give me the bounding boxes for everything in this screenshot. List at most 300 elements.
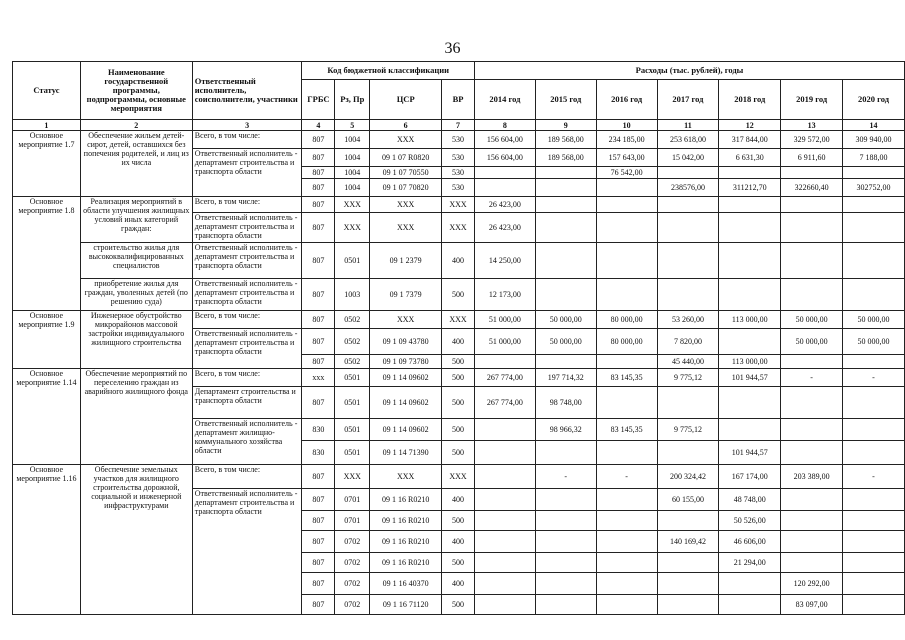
vr-cell: 500 [442,387,475,419]
expense-cell [843,573,905,595]
expense-cell [596,213,657,243]
expense-cell [657,387,719,419]
expense-cell: 98 966,32 [535,419,596,441]
expense-cell: 50 000,00 [781,329,843,355]
grbs-cell: 807 [302,213,335,243]
csr-cell: XXX [370,131,442,149]
responsible-cell: Ответственный исполнитель - департамент жилищно-коммунального хозяйства области [192,419,302,465]
grbs-cell: 807 [302,167,335,179]
header-year: 2019 год [781,80,843,120]
expense-cell [843,419,905,441]
expense-cell: 50 000,00 [843,311,905,329]
header-year: 2015 год [535,80,596,120]
expense-cell [781,441,843,465]
csr-cell: 09 1 07 70820 [370,179,442,197]
expense-cell: 98 748,00 [535,387,596,419]
grbs-cell: 807 [302,355,335,369]
vr-cell: XXX [442,465,475,489]
grbs-cell: 807 [302,489,335,511]
expense-cell: 45 440,00 [657,355,719,369]
table-row [13,197,905,213]
grbs-cell: 807 [302,243,335,279]
grbs-cell: 807 [302,197,335,213]
expense-cell [596,197,657,213]
expense-cell: 12 173,00 [475,279,536,311]
header-vr: ВР [442,80,475,120]
status-cell: Основное мероприятие 1.9 [13,311,81,369]
expense-cell: 7 820,00 [657,329,719,355]
vr-cell: 400 [442,531,475,553]
expense-cell [475,179,536,197]
table-row [13,243,905,279]
expense-cell [657,553,719,573]
grbs-cell: 830 [302,441,335,465]
expense-cell: 76 542,00 [596,167,657,179]
grbs-cell: 807 [302,573,335,595]
responsible-cell: Департамент строительства и транспорта области [192,387,302,419]
expense-cell [843,511,905,531]
expense-cell [843,355,905,369]
grbs-cell: 807 [302,553,335,573]
expense-cell: 53 260,00 [657,311,719,329]
expense-cell [535,213,596,243]
column-number: 7 [442,120,475,131]
expense-cell [475,355,536,369]
expense-cell: 167 174,00 [719,465,781,489]
expense-cell: 101 944,57 [719,369,781,387]
measure-name-cell: Обеспечение мероприятий по переселению граждан из аварийного жилищного фонда [80,369,192,465]
rzpr-cell: XXX [335,197,370,213]
expense-cell: 15 042,00 [657,149,719,167]
grbs-cell: 807 [302,387,335,419]
rzpr-cell: XXX [335,213,370,243]
expense-cell: 6 631,30 [719,149,781,167]
expense-cell [719,213,781,243]
expense-cell [781,511,843,531]
expense-cell: 51 000,00 [475,329,536,355]
csr-cell: XXX [370,197,442,213]
grbs-cell: 807 [302,595,335,615]
expense-cell [719,243,781,279]
expense-cell: 329 572,00 [781,131,843,149]
rzpr-cell: 0501 [335,243,370,279]
csr-cell: 09 1 09 73780 [370,355,442,369]
expense-cell [535,279,596,311]
responsible-cell: Ответственный исполнитель - департамент строительства и транспорта области [192,243,302,279]
header-rzpr: Рз, Пр [335,80,370,120]
expense-cell [843,243,905,279]
expense-cell: 51 000,00 [475,311,536,329]
expense-cell: 9 775,12 [657,369,719,387]
expense-cell [596,243,657,279]
expense-cell [535,573,596,595]
rzpr-cell: 1004 [335,149,370,167]
table-row [13,131,905,149]
vr-cell: 400 [442,329,475,355]
expense-cell: - [781,369,843,387]
expense-cell [535,441,596,465]
expense-cell [781,553,843,573]
expense-cell: 9 775,12 [657,419,719,441]
expense-cell [596,595,657,615]
expense-cell: 83 097,00 [781,595,843,615]
vr-cell: 530 [442,149,475,167]
expense-cell: 21 294,00 [719,553,781,573]
expense-cell [657,167,719,179]
expense-cell [781,167,843,179]
responsible-cell: Ответственный исполнитель - департамент строительства и транспорта области [192,213,302,243]
expense-cell [719,573,781,595]
expense-cell [596,511,657,531]
csr-cell: 09 1 09 43780 [370,329,442,355]
expense-cell [657,573,719,595]
expense-cell [535,595,596,615]
expense-cell [475,573,536,595]
csr-cell: 09 1 07 R0820 [370,149,442,167]
measure-name-cell: Обеспечение земельных участков для жилищного строительства дорожной, социальной и инженерной инфраструктурами [80,465,192,615]
expense-cell: 50 526,00 [719,511,781,531]
expense-cell [843,213,905,243]
rzpr-cell: 0701 [335,511,370,531]
expense-cell [535,179,596,197]
responsible-cell: Ответственный исполнитель - департамент строительства и транспорта области [192,279,302,311]
vr-cell: 500 [442,369,475,387]
rzpr-cell: 1004 [335,179,370,197]
vr-cell: XXX [442,213,475,243]
csr-cell: 09 1 07 70550 [370,167,442,179]
expense-cell [596,179,657,197]
status-cell: Основное мероприятие 1.8 [13,197,81,311]
expense-cell: 14 250,00 [475,243,536,279]
expense-cell [781,531,843,553]
expense-cell [843,387,905,419]
csr-cell: 09 1 14 09602 [370,387,442,419]
measure-name-cell: строительство жилья для высококвалифицированных специалистов [80,243,192,279]
column-number: 9 [535,120,596,131]
expense-cell: 156 604,00 [475,131,536,149]
expense-cell: 113 000,00 [719,311,781,329]
expense-cell [719,329,781,355]
csr-cell: XXX [370,311,442,329]
expense-cell: 101 944,57 [719,441,781,465]
expense-cell [719,419,781,441]
csr-cell: 09 1 16 R0210 [370,531,442,553]
column-number: 11 [657,120,719,131]
grbs-cell: 807 [302,531,335,553]
expense-cell [535,553,596,573]
responsible-cell: Ответственный исполнитель - департамент строительства и транспорта области [192,329,302,369]
header-code-group: Код бюджетной классификации [302,62,475,80]
csr-cell: 09 1 16 71120 [370,595,442,615]
expense-cell [781,489,843,511]
vr-cell: 400 [442,489,475,511]
vr-cell: 500 [442,441,475,465]
column-number: 1 [13,120,81,131]
csr-cell: 09 1 16 R0210 [370,511,442,531]
expense-cell: 113 000,00 [719,355,781,369]
status-cell: Основное мероприятие 1.7 [13,131,81,197]
expense-cell [843,595,905,615]
expense-cell [596,279,657,311]
expense-cell [843,553,905,573]
expense-cell: 50 000,00 [535,329,596,355]
expense-cell: 48 748,00 [719,489,781,511]
expense-cell [475,419,536,441]
expense-cell: 267 774,00 [475,387,536,419]
rzpr-cell: 0702 [335,553,370,573]
expense-cell: 50 000,00 [535,311,596,329]
csr-cell: 09 1 2379 [370,243,442,279]
expense-cell [719,197,781,213]
expense-cell: 238576,00 [657,179,719,197]
expense-cell [843,279,905,311]
expense-cell [475,465,536,489]
expense-cell [475,595,536,615]
expense-cell [843,531,905,553]
responsible-cell: Всего, в том числе: [192,197,302,213]
expense-cell [843,441,905,465]
expense-cell [596,355,657,369]
page-number: 36 [444,40,461,57]
measure-name-cell: Обеспечение жильем детей-сирот, детей, оставшихся без попечения родителей, и лиц из их числа [80,131,192,197]
csr-cell: 09 1 14 09602 [370,419,442,441]
expense-cell [781,197,843,213]
rzpr-cell: 0501 [335,441,370,465]
expense-cell [843,167,905,179]
csr-cell: XXX [370,465,442,489]
rzpr-cell: 0502 [335,329,370,355]
grbs-cell: 807 [302,179,335,197]
measure-name-cell: Инженерное обустройство микрорайонов массовой застройки индивидуального жилищного строительства [80,311,192,369]
expense-cell: 7 188,00 [843,149,905,167]
budget-table [12,61,905,615]
responsible-cell: Всего, в том числе: [192,465,302,489]
expense-cell [657,441,719,465]
rzpr-cell: 0702 [335,573,370,595]
rzpr-cell: 0501 [335,387,370,419]
vr-cell: XXX [442,311,475,329]
table-row [13,279,905,311]
responsible-cell: Ответственный исполнитель - департамент строительства и транспорта области [192,149,302,197]
csr-cell: 09 1 16 40370 [370,573,442,595]
expense-cell [719,167,781,179]
vr-cell: 500 [442,279,475,311]
expense-cell [475,531,536,553]
expense-cell: 50 000,00 [781,311,843,329]
expense-cell: 200 324,42 [657,465,719,489]
expense-cell [535,489,596,511]
expense-cell: 60 155,00 [657,489,719,511]
rzpr-cell: 0501 [335,419,370,441]
rzpr-cell: XXX [335,465,370,489]
expense-cell [657,595,719,615]
expense-cell: 83 145,35 [596,369,657,387]
expense-cell [781,213,843,243]
vr-cell: 530 [442,167,475,179]
expense-cell: 267 774,00 [475,369,536,387]
expense-cell: 46 606,00 [719,531,781,553]
expense-cell [596,387,657,419]
expense-cell [843,489,905,511]
expense-cell [535,197,596,213]
grbs-cell: 807 [302,149,335,167]
responsible-cell: Всего, в том числе: [192,131,302,149]
expense-cell: 83 145,35 [596,419,657,441]
expense-cell [781,279,843,311]
expense-cell: - [843,465,905,489]
grbs-cell: 830 [302,419,335,441]
header-grbs: ГРБС [302,80,335,120]
expense-cell: 120 292,00 [781,573,843,595]
rzpr-cell: 0701 [335,489,370,511]
rzpr-cell: 0501 [335,369,370,387]
rzpr-cell: 0502 [335,311,370,329]
header-year: 2018 год [719,80,781,120]
expense-cell [657,511,719,531]
expense-cell: 26 423,00 [475,197,536,213]
csr-cell: 09 1 14 71390 [370,441,442,465]
expense-cell [657,243,719,279]
expense-cell: - [843,369,905,387]
expense-cell [596,441,657,465]
expense-cell: - [535,465,596,489]
vr-cell: 400 [442,243,475,279]
header-status: Статус [13,62,81,120]
expense-cell [719,279,781,311]
expense-cell [781,355,843,369]
table-row [13,311,905,329]
header-csr: ЦСР [370,80,442,120]
grbs-cell: 807 [302,279,335,311]
expense-cell [843,197,905,213]
expense-cell: 189 568,00 [535,131,596,149]
grbs-cell: 807 [302,329,335,355]
expense-cell: 189 568,00 [535,149,596,167]
expense-cell [596,573,657,595]
expense-cell [596,531,657,553]
expense-cell: 317 844,00 [719,131,781,149]
rzpr-cell: 0702 [335,531,370,553]
header-year: 2016 год [596,80,657,120]
header-year: 2014 год [475,80,536,120]
header-expenses-group: Расходы (тыс. рублей), годы [475,62,905,80]
expense-cell: 253 618,00 [657,131,719,149]
expense-cell [657,279,719,311]
expense-cell [719,387,781,419]
vr-cell: 500 [442,355,475,369]
csr-cell: 09 1 16 R0210 [370,489,442,511]
grbs-cell: 807 [302,131,335,149]
expense-cell [596,489,657,511]
expense-cell: 311212,70 [719,179,781,197]
vr-cell: 400 [442,573,475,595]
expense-cell: 203 389,00 [781,465,843,489]
rzpr-cell: 1004 [335,131,370,149]
header-responsible: Ответственный исполнитель, соисполнители, участники [192,62,302,120]
column-number: 4 [302,120,335,131]
column-number: 5 [335,120,370,131]
expense-cell [535,355,596,369]
expense-cell [535,167,596,179]
expense-cell [535,243,596,279]
rzpr-cell: 1003 [335,279,370,311]
grbs-cell: 807 [302,311,335,329]
expense-cell: - [596,465,657,489]
measure-name-cell: приобретение жилья для граждан, уволенных детей (по решению суда) [80,279,192,311]
measure-name-cell: Реализация мероприятий в области улучшения жилищных условий иных категорий граждан: [80,197,192,243]
expense-cell [657,213,719,243]
header-year: 2020 год [843,80,905,120]
expense-cell [535,531,596,553]
rzpr-cell: 0702 [335,595,370,615]
status-cell: Основное мероприятие 1.14 [13,369,81,465]
expense-cell [475,489,536,511]
column-number: 6 [370,120,442,131]
header-name: Наименование государственной программы, подпрограммы, основные мероприятия [80,62,192,120]
expense-cell: 302752,00 [843,179,905,197]
expense-cell [596,553,657,573]
expense-cell [475,511,536,531]
expense-cell: 322660,40 [781,179,843,197]
column-number: 10 [596,120,657,131]
csr-cell: 09 1 16 R0210 [370,553,442,573]
expense-cell: 140 169,42 [657,531,719,553]
expense-cell: 234 185,00 [596,131,657,149]
vr-cell: 530 [442,179,475,197]
csr-cell: XXX [370,213,442,243]
column-number: 3 [192,120,302,131]
column-number: 14 [843,120,905,131]
vr-cell: XXX [442,197,475,213]
vr-cell: 500 [442,595,475,615]
vr-cell: 530 [442,131,475,149]
expense-cell: 309 940,00 [843,131,905,149]
column-number: 2 [80,120,192,131]
expense-cell [781,387,843,419]
expense-cell: 26 423,00 [475,213,536,243]
responsible-cell: Всего, в том числе: [192,311,302,329]
csr-cell: 09 1 7379 [370,279,442,311]
expense-cell [781,243,843,279]
expense-cell [719,595,781,615]
grbs-cell: 807 [302,465,335,489]
header-year: 2017 год [657,80,719,120]
expense-cell [475,167,536,179]
expense-cell: 80 000,00 [596,329,657,355]
expense-cell [657,197,719,213]
csr-cell: 09 1 14 09602 [370,369,442,387]
vr-cell: 500 [442,511,475,531]
table-row [13,369,905,387]
grbs-cell: xxx [302,369,335,387]
table-row [13,465,905,489]
expense-cell: 156 604,00 [475,149,536,167]
responsible-cell: Всего, в том числе: [192,369,302,387]
expense-cell: 157 643,00 [596,149,657,167]
expense-cell [781,419,843,441]
expense-cell: 80 000,00 [596,311,657,329]
vr-cell: 500 [442,419,475,441]
vr-cell: 500 [442,553,475,573]
expense-cell [535,511,596,531]
responsible-cell: Ответственный исполнитель - департамент строительства и транспорта области [192,489,302,615]
rzpr-cell: 1004 [335,167,370,179]
expense-cell: 197 714,32 [535,369,596,387]
status-cell: Основное мероприятие 1.16 [13,465,81,615]
expense-cell [475,441,536,465]
expense-cell: 50 000,00 [843,329,905,355]
column-number: 13 [781,120,843,131]
